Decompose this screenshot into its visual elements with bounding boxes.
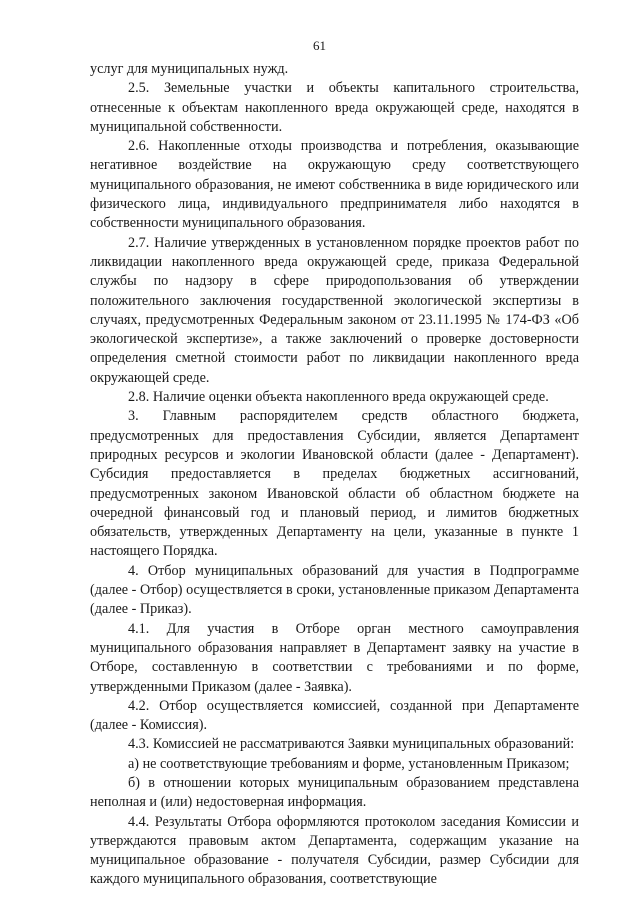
paragraph-3: 3. Главным распорядителем средств областного бюджета, предусмотренных для предоставления Субсидии, является Департамент природных ресурсов и экологии Ивановской области (далее - Департамент). Субсидия предоставляется в пределах бюджетных ассигнований, предусмотренных законом Ивановской области об областном бюджете на очередной финансовый год и плановый период, и лимитов бюджетных обязательств, утвержденных Департаменту на цели, указанные в пункте 1 настоящего Порядка. (90, 408, 579, 560)
paragraph-4: 4. Отбор муниципальных образований для участия в Подпрограмме (далее - Отбор) осуществляется в сроки, установленные приказом Департамента (далее - Приказ). (90, 562, 579, 618)
paragraph-2-7: 2.7. Наличие утвержденных в установленном порядке проектов работ по ликвидации накопленного вреда окружающей среде, приказа Федеральной службы по надзору в сфере природопользования об утверждении положительного заключения государственной экологической экспертизы в случаях, предусмотренных Федеральным законом от 23.11.1995 № 174-ФЗ «Об экологической экспертизе», а также заключений о проверке достоверности определения сметной стоимости работ по ликвидации накопленного вреда окружающей среде. (90, 234, 579, 386)
paragraph-4-3-a: а) не соответствующие требованиям и форме, установленным Приказом; (128, 755, 570, 772)
paragraph-continuation: услуг для муниципальных нужд. (90, 61, 289, 77)
paragraph-2-6: 2.6. Накопленные отходы производства и потребления, оказывающие негативное воздействие на окружающую среду соответствующего муниципального образования, не имеют собственника в виде юридического или физического лица, индивидуального предпринимателя либо находятся в собственности муниципального образования. (90, 138, 579, 232)
page-number: 61 (313, 38, 326, 53)
paragraph-4-3-b: б) в отношении которых муниципальным образованием представлена неполная и (или) недостоверная информация. (90, 774, 579, 811)
paragraph-2-8: 2.8. Наличие оценки объекта накопленного вреда окружающей среде. (128, 389, 549, 406)
paragraph-4-4: 4.4. Результаты Отбора оформляются протоколом заседания Комиссии и утверждаются правовым актом Департамента, содержащим указание на муниципальное образование - получателя Субсидии, размер Субсидии для каждого муниципального образования, соответствующие (90, 813, 579, 888)
paragraph-4-2: 4.2. Отбор осуществляется комиссией, созданной при Департаменте (далее - Комиссия). (90, 697, 579, 734)
paragraph-4-3: 4.3. Комиссией не рассматриваются Заявки муниципальных образований: (128, 736, 575, 753)
paragraph-2-5: 2.5. Земельные участки и объекты капитального строительства, отнесенные к объектам накопленного вреда окружающей среде, находятся в муниципальной собственности. (90, 80, 579, 135)
paragraph-4-1: 4.1. Для участия в Отборе орган местного самоуправления муниципального образования направляет в Департамент заявку на участие в Отборе, составленную в соответствии с требованиями и по форме, утвержденными Приказом (далее - Заявка). (90, 620, 579, 695)
document-body (90, 60, 579, 890)
